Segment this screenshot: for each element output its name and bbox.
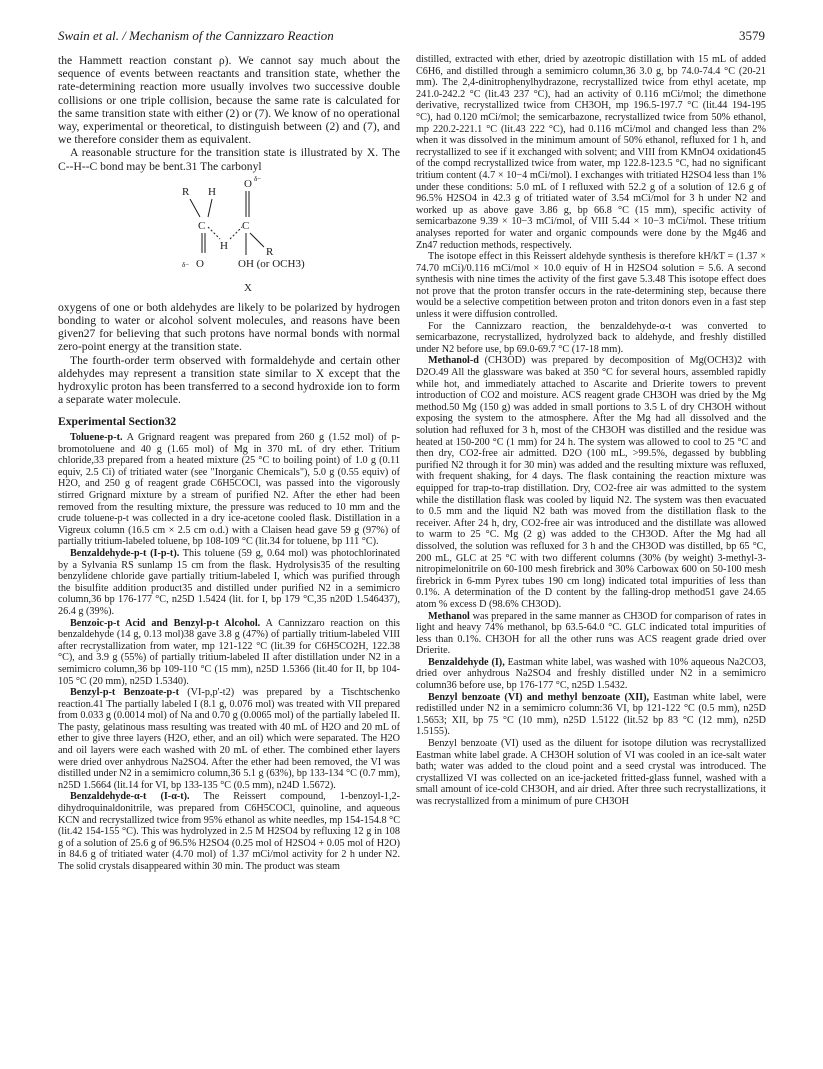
benzaldehyde-alpha-text: The Reissert compound, 1-benzoyl-1,2-dihydroquinaldonitrile, was prepared from C6H5COCl, quinoline, and aqueous KCN and recrystallized twice from 95% ethanol as white needles, mp 154-154.8 °C (lit.42 154-155 °C). This was hydrolyzed in 2.5 M H2SO4 by refluxing 12 g in 108 g of a solution of 25.6 g of 96.5% H2SO4 (0.25 mol of H2SO4 + 0.05 mol of H2O) in 84.6 g of tritiated water (4.70 mol) of 1.37 mCi/mol activity for 2 h under N2. The solid crystals disappeared within 30 min. The product was steam: [58, 791, 400, 873]
right-paragraph-1: distilled, extracted with ether, dried by azeotropic distillation with 15 mL of added C6H6, and distilled through a semimicro column,36 3.0 g, bp 74.0-74.4 °C (20-21 mm). The 2,4-dinitrophenylhydrazone, recrystallized twice from ethyl acetate, mp 241.0-242.2 °C (lit.43 237 °C), had an activity of 0.116 mCi/mol; the dimethone derivative, recrystallized twice from CH3OH, mp 196.5-197.7 °C (lit.44 194-195 °C), had 0.120 mCi/mol; the semicarbazone, recrystallized twice from 50% ethanol, mp 220.2-221.1 °C (lit.43 222 °C), had 0.116 mCi/mol and changed less than 2% when it was dissolved in the minimum amount of 50% ethanol, refluxed for 1 h, and recrystallized to see if it exchanged with solvent; and VIII from KMnO4 oxidation45 of the compd recrystallized twice from water, mp 122.8-123.5 °C, had no significant tritium content (4.7 × 10−4 mCi/mol). I exchanges with tritiated H2SO4 less than 1% under these conditions: 5.0 mL of I refluxed with 52.2 g of a solution of 12.6 g of 96.5% H2SO4 in 42.3 g of tritiated water of 3.54 mCi/mol for 3 h under N2 and worked up as above gave 3.86 g, bp 66.8 °C (15 mm), specific activity of semicarbazone 9.39 × 10−3 mCi/mol, of VIII 5.44 × 10−3 mCi/mol. These tritium analyses reported for water and organic compounds were done by the Mg46 and Zn47 reduction methods, respectively.: [416, 54, 766, 251]
structure-oh-label: OH (or OCH3): [238, 257, 305, 270]
methanol-d-text: (CH3OD) was prepared by decomposition of Mg(OCH3)2 with D2O.49 All the glassware was baked at 350 °C for several hours, assembled rapidly while hot, and immediately attached to Ascarite and Drierite towers to prevent introduction of CO2 and moisture. ACS reagent grade CH3OH was dried by the Mg method.50 Mg (150 g) was added in small portions to 3.5 L of dry CH3OH without exposing the system to the atmosphere. After the Mg had all dissolved and the solution had refluxed for 3 h, most of the CH3OH was distilled and the residue was heated at 150-200 °C (1 mm) for 24 h. The system was allowed to cool to 25 °C and then dry, CO2-free air admitted. D2O (100 mL, >99.5%, degassed by bubbling purified N2 through it for 30 min) was added and the resulting mixture was refluxed, with frequent shaking, for 4 days. The flask containing the reaction mixture was equipped for trap-to-trap distillation. Dry, CO2-free air was admitted to the system while the distillation flask was cooled by liquid N2. The system was then evacuated to 0.5 mm and the liquid N2 bath was moved from the distillation flask to the receiver. After 24 h, dry, CO2-free air was introduced and the distillate was allowed to warm to 25 °C. Mg (2 g) was added to the CH3OD. After the Mg had all dissolved, the solution was refluxed for 3 h and the CH3OD was distilled, bp 65 °C, 200 mL, GLC at 25 °C with two different columns (30% (by weight) 3-methyl-3-nitropimelonitrile on 60-100 mesh firebrick and 30% Carbowax 600 on 50-100 mesh firebrick in 6-mm Pyrex tubes 190 cm long) indicated total impurities of less than 0.1%. A determination of the D content by the falling-drop method51 gave 24.65 atom % excess D (98.6% CH3OD).: [416, 355, 766, 610]
benzaldehyde-pt-text: This toluene (59 g, 0.64 mol) was photochlorinated by a Sylvania RS sunlamp 15 cm from the flask. Hydrolysis35 of the resulting benzylidene chloride gave partially tritium-labeled I, which was purified through the bisulfite addition product35 and distilled under purified N2 in a semimicro column,36 bp 176-177 °C, n25D 1.5424 (lit. for I, bp 179 °C,35 n20D 1.546437), 26.4 g (39%).: [58, 547, 401, 617]
toluene-label: Toluene-p-t.: [70, 432, 123, 444]
right-column: [416, 54, 766, 808]
structure-c2: C: [242, 219, 250, 232]
toluene-paragraph: [58, 432, 400, 548]
benzoic-paragraph: [58, 618, 400, 688]
methanol-d-label: Methanol-d: [428, 355, 479, 367]
diluent-paragraph: Benzyl benzoate (VI) used as the diluent for isotope dilution was recrystallized Eastman white label grade. A CH3OH solution of VI was cooled in an ice-salt water bath; water was added to the cloud point and a seed crystal was introduced. The crystallized VI was collected on an ice-jacketed fritted-glass funnel, washed with a small amount of ice-cold CH3OH, and air dried. After three such recrystallizations, it was recrystallized from a minimum of pure CH3OH: [416, 738, 766, 807]
right-paragraph-3: For the Cannizzaro reaction, the benzaldehyde-α-t was converted to semicarbazone, recrystallized, hydrolyzed back to aldehyde, and freshly distilled under N2 before use, bp 69.0-69.7 °C (17-18 mm).: [416, 320, 766, 355]
benzaldehyde-paragraph: [416, 657, 766, 692]
toluene-text: A Grignard reagent was prepared from 260 g (1.52 mol) of p-bromotoluene and 40 g (1.65 mol) of Mg in 370 mL of dry ether. Tritium chloride,33 prepared from a heated mixture (25 °C to boiling point) of 1.0 g (0.11 equiv, 2.5 Ci) of tritiated water (see "Inorganic Chemicals"), 5.0 g (0.55 equiv) of H2O, and 250 g of reagent grade C6H5COCl, was passed into the vigorously stirred Grignard mixture by a stream of purified N2. After the ether had been removed from the resulting mixture, the pressure was reduced to 10 mm and the crude toluene-p-t was collected in a dry ice-acetone cooled flask. Distillation in a Vigreux column (16.5 cm × 2.5 cm o.d.) with a Claisen head gave 59 g (97%) of partially tritium-labeled toluene, bp 108-109 °C (lit.34 for toluene, bp 111 °C).: [58, 432, 400, 548]
structure-label-x: X: [244, 281, 252, 294]
section-heading: Experimental Section32: [58, 415, 177, 429]
benzaldehyde-text: Eastman white label, was washed with 10% aqueous Na2CO3, dried over anhydrous Na2SO4 and freshly distilled under N2 in a semimicro column36 before use, bp 176-177 °C, n25D 1.5432.: [416, 656, 766, 692]
discussion-paragraph-1: the Hammett reaction constant ρ). We cannot say much about the sequence of events between reactants and transition state, whether the rate-determining reaction more usually involves two successive double collisions or one triple collision, because the same rate is calculated for the same transition state with either (2) or (7). We know of no operational way, experimental or theoretical, to distinguish between (2) and (7), and we therefore consider them as equivalent.: [58, 54, 400, 147]
benzaldehyde-label: Benzaldehyde (I),: [428, 656, 505, 668]
benzaldehyde-alpha-paragraph: [58, 791, 400, 872]
structure-o-top: O: [244, 177, 252, 190]
structure-c1: C: [198, 219, 206, 232]
benzoate-label: Benzyl benzoate (VI) and methyl benzoate (XII),: [428, 691, 650, 703]
discussion-paragraph-2: A reasonable structure for the transition state is illustrated by X. The C--H--C bond may be bent.31 The carbonyl: [58, 146, 400, 173]
structure-drawing: [168, 175, 338, 299]
transition-state-structure-x: [58, 175, 400, 299]
structure-h-mid: H: [220, 239, 228, 252]
structure-h1: H: [208, 185, 216, 198]
methanol-d-paragraph: [416, 355, 766, 610]
benzaldehyde-pt-paragraph: [58, 548, 400, 618]
methanol-paragraph: [416, 611, 766, 657]
structure-delta-bot: δ−: [182, 260, 190, 269]
discussion-paragraph-3: oxygens of one or both aldehydes are likely to be polarized by hydrogen bonding to water or alcohol solvent molecules, and reasons have been given27 for believing that such protons have normal bonds with normal zero-point energy at the transition state.: [58, 300, 400, 354]
benzoic-text: A Cannizzaro reaction on this benzaldehyde (14 g, 0.13 mol)38 gave 3.8 g (47%) of partially tritium-labeled VIII after recrystallization from water, mp 121-122 °C (lit.39 for C6H5CO2H, 122.38 °C), and 3.9 g (55%) of partially tritium-labeled II after distillation under N2 in a semimicro column,36 bp 109-110 °C (15 mm), n25D 1.5366 (lit.40 for II, bp 104-105 °C (20 mm), n25D 1.5340).: [58, 617, 400, 687]
benzaldehyde-pt-label: Benzaldehyde-p-t (I-p-t).: [70, 547, 180, 559]
discussion-paragraph-4: The fourth-order term observed with formaldehyde and certain other aldehydes may represent a transition state similar to X except that the hydroxylic proton has been transferred to a second hydroxide ion to form a separate water molecule.: [58, 353, 400, 407]
structure-delta-top: δ−: [254, 174, 262, 183]
benzyl-benzoate-pt-paragraph: [58, 687, 400, 791]
benzoate-paragraph: [416, 692, 766, 738]
page-number: 3579: [739, 28, 765, 43]
left-column: [58, 54, 400, 873]
benzyl-benzoate-pt-label: Benzyl-p-t Benzoate-p-t: [70, 687, 179, 699]
structure-r2: R: [266, 245, 274, 258]
running-title: Swain et al. / Mechanism of the Cannizzaro Reaction: [58, 28, 334, 43]
structure-o-bot: O: [196, 257, 204, 270]
benzoate-text: Eastman white label, were redistilled under N2 in a semimicro column:36 VI, bp 121-122 °C (0.5 mm), n25D 1.5653; XII, bp 75 °C (10 mm), n25D 1.5122 (lit.52 bp 83 °C (12 mm), n25D 1.5155).: [416, 691, 766, 738]
structure-r1: R: [182, 185, 190, 198]
page-header: [58, 28, 765, 46]
benzaldehyde-alpha-label: Benzaldehyde-α-t (I-α-t).: [70, 791, 190, 803]
methanol-text: was prepared in the same manner as CH3OD for comparison of rates in light and heavy 74% methanol, bp 63.5-64.0 °C. GLC indicated total impurities of less than 0.1%. CH3OH for all the other runs was ACS reagent grade dried over Drierite.: [416, 610, 766, 657]
benzyl-benzoate-pt-text: (VI-p,p'-t2) was prepared by a Tischtschenko reaction.41 The partially labeled I (8.1 g, 0.076 mol) was treated with VII prepared from 0.033 g (0.0014 mol) of Na and 0.70 g (0.0065 mol) of the partially labeled II. The pasty, gelatinous mass resulting was treated with 40 mL of H2O and 20 mL of ether to give three layers (H2O, ether, and an oil) which were separated. The H2O and oil layers were each washed with 20 mL of ether. The combined ether layers were dried over anhydrous Na2SO4. After the ether had been removed, the VI was distilled under N2 in a semimicro column,36 5.1 g (63%), bp 133-134 °C (0.7 mm), n25D 1.5664 (lit.14 for VI, bp 133-135 °C (0.5 mm), n24D 1.5672).: [58, 687, 400, 791]
methanol-label: Methanol: [428, 610, 470, 622]
benzoic-label: Benzoic-p-t Acid and Benzyl-p-t Alcohol.: [70, 617, 261, 629]
discussion-section: [58, 54, 400, 406]
right-paragraph-2: The isotope effect in this Reissert aldehyde synthesis is therefore kH/kT = (1.37 × 74.70 mCi)/0.116 mCi/mol × 10.0 equiv of H in H2SO4 solution = 5.6. A second synthesis with nine times the activity of the first gave 5.3.48 This isotope effect does not prove that the proton transfer occurs in the rate-determining step, because there would be a selective competition between proton and triton donors even in a fast step unless it were diffusion controlled.: [416, 251, 766, 321]
